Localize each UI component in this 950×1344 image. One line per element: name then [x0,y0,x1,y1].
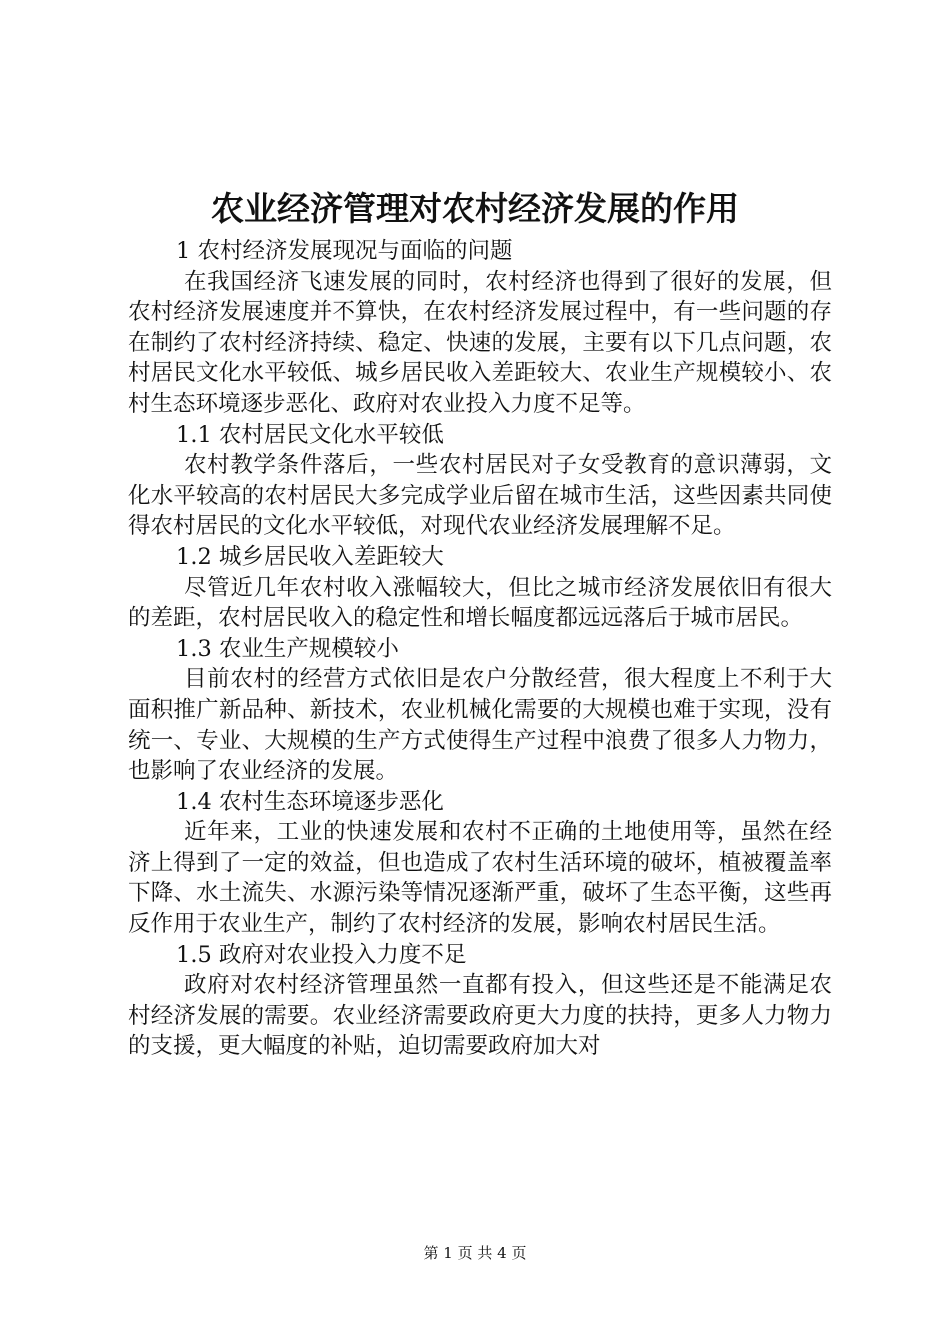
body-paragraph: 在我国经济飞速发展的同时，农村经济也得到了很好的发展，但农村经济发展速度并不算快，在农村经济发展过程中，有一些问题的存在制约了农村经济持续、稳定、快速的发展，主要有以下几点问题，农村居民文化水平较低、城乡居民收入差距较大、农业生产规模较小、农村生态环境逐步恶化、政府对农业投入力度不足等。 [128,268,832,417]
subsection-heading: 1.4 农村生态环境逐步恶化 [176,788,444,815]
document-title: 农业经济管理对农村经济发展的作用 [211,189,739,228]
section-heading: 1 农村经济发展现况与面临的问题 [176,238,513,264]
subsection-heading: 1.5 政府对农业投入力度不足 [176,941,467,968]
body-paragraph: 政府对农村经济管理虽然一直都有投入，但这些还是不能满足农村经济发展的需要。农业经济需要政府更大力度的扶持，更多人力物力的支援，更大幅度的补贴，迫切需要政府加大对 [128,972,832,1060]
document-body [128,236,832,1062]
subsection-heading: 1.2 城乡居民收入差距较大 [176,543,444,570]
body-paragraph: 近年来，工业的快速发展和农村不正确的土地使用等，虽然在经济上得到了一定的效益，但也造成了农村生活环境的破坏，植被覆盖率下降、水土流失、水源污染等情况逐渐严重，破坏了生态平衡，这些再反作用于农业生产，制约了农村经济的发展，影响农村居民生活。 [128,819,832,938]
body-paragraph: 农村教学条件落后，一些农村居民对子女受教育的意识薄弱，文化水平较高的农村居民大多完成学业后留在城市生活，这些因素共同使得农村居民的文化水平较低，对现代农业经济发展理解不足。 [128,452,832,540]
body-paragraph: 尽管近几年农村收入涨幅较大，但比之城市经济发展依旧有很大的差距，农村居民收入的稳定性和增长幅度都远远落后于城市居民。 [128,574,832,632]
subsection-heading: 1.1 农村居民文化水平较低 [176,421,444,448]
subsection-heading: 1.3 农业生产规模较小 [176,635,399,662]
body-paragraph: 目前农村的经营方式依旧是农户分散经营，很大程度上不利于大面积推广新品种、新技术，农业机械化需要的大规模也难于实现，没有统一、专业、大规模的生产方式使得生产过程中浪费了很多人力物力，也影响了农业经济的发展。 [128,666,832,785]
page-number-footer: 第 1 页 共 4 页 [423,1244,527,1262]
